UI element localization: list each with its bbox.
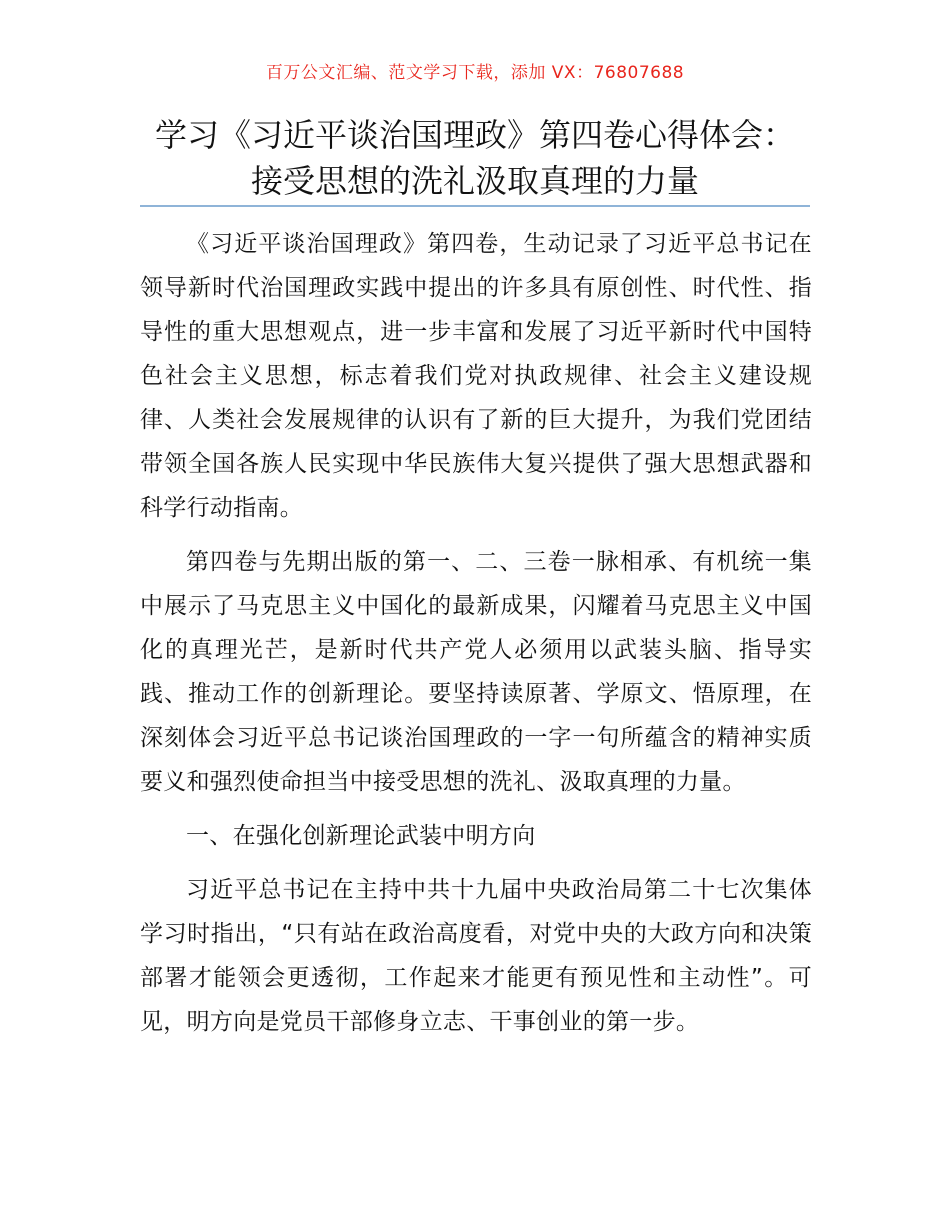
paragraph-2: 第四卷与先期出版的第一、二、三卷一脉相承、有机统一集中展示了马克思主义中国化的最新成果，闪耀着马克思主义中国化的真理光芒，是新时代共产党人必须用以武装头脑、指导实践、推动工作的创新理论。要坚持读原著、学原文、悟原理，在深刻体会习近平总书记谈治国理政的一字一句所蕴含的精神实质要义和强烈使命担当中接受思想的洗礼、汲取真理的力量。: [140, 549, 812, 795]
title-line-2: 接受思想的洗礼汲取真理的力量: [250, 162, 699, 200]
paragraph-1: 《习近平谈治国理政》第四卷，生动记录了习近平总书记在领导新时代治国理政实践中提出的许多具有原创性、时代性、指导性的重大思想观点，进一步丰富和发展了习近平新时代中国特色社会主义思想，标志着我们党对执政规律、社会主义建设规律、人类社会发展规律的认识有了新的巨大提升，为我们党团结带领全国各族人民实现中华民族伟大复兴提供了强大思想武器和科学行动指南。: [140, 231, 812, 521]
title-line-1: 学习《习近平谈治国理政》第四卷心得体会：: [154, 116, 795, 154]
document-title: [120, 112, 830, 204]
title-divider: [140, 205, 810, 207]
document-body: [140, 222, 812, 1054]
promo-header-note: 百万公文汇编、范文学习下载，添加 VX：76807688: [265, 63, 685, 83]
paragraph-3: 习近平总书记在主持中共十九届中央政治局第二十七次集体学习时指出，“只有站在政治高度看，对党中央的大政方向和决策部署才能领会更透彻，工作起来才能更有预见性和主动性”。可见，明方向是党员干部修身立志、干事创业的第一步。: [140, 877, 812, 1035]
section-heading-1: 一、在强化创新理论武装中明方向: [186, 823, 536, 849]
